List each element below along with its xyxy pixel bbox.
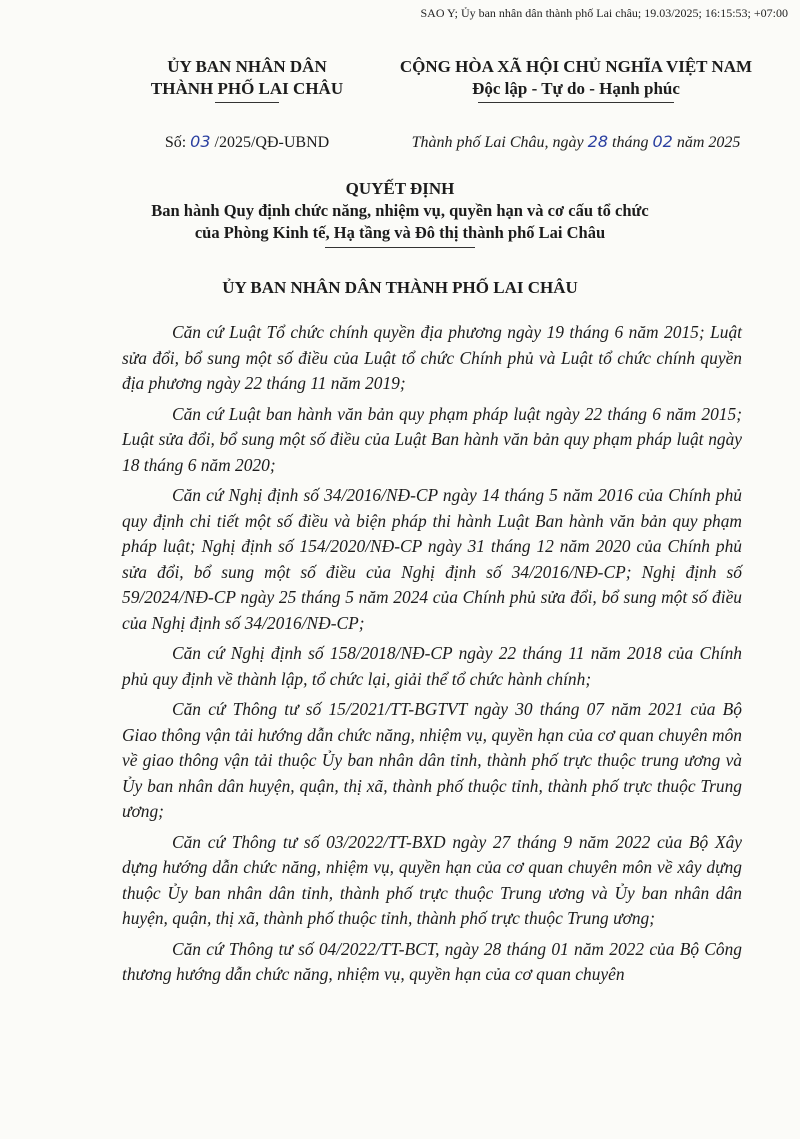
number-suffix: /2025/QĐ-UBND	[210, 134, 330, 151]
date-day: 28	[587, 132, 608, 151]
number-prefix: Số:	[164, 134, 191, 151]
paragraph: Căn cứ Luật ban hành văn bản quy phạm pháp luật ngày 22 tháng 6 năm 2015; Luật sửa đổi, bổ sung một số điều của Luật Ban hành văn bản quy phạm pháp luật ngày 18 tháng 6 năm 2020;	[122, 403, 742, 475]
paragraph: Căn cứ Luật Tổ chức chính quyền địa phương ngày 19 tháng 6 năm 2015; Luật sửa đổi, bổ sung một số điều của Luật tổ chức Chính phủ và Luật tổ chức chính quyền địa phương ngày 22 tháng 11 năm 2019;	[122, 322, 742, 393]
national-block	[372, 56, 780, 103]
doc-type: QUYẾT ĐỊNH	[345, 179, 455, 198]
date-prefix: Thành phố Lai Châu, ngày	[411, 134, 588, 151]
number-handwritten: 03	[190, 132, 211, 151]
paragraph: Căn cứ Nghị định số 34/2016/NĐ-CP ngày 14 tháng 5 năm 2016 của Chính phủ quy định chi tiết một số điều và biện pháp thi hành Luật Ban hành văn bản quy phạm pháp luật; Nghị định số 154/2020/NĐ-CP ngày 31 tháng 12 năm 2020 của Chính phủ sửa đổi, bổ sung một số điều của Nghị định số 34/2016/NĐ-CP; Nghị định số 59/2024/NĐ-CP ngày 25 tháng 5 năm 2024 của Chính phủ sửa đổi, bổ sung một số điều của Nghị định số 34/2016/NĐ-CP;	[122, 485, 742, 633]
document-date	[372, 132, 780, 152]
title-underline	[325, 247, 475, 248]
digital-copy-stamp: SAO Y; Ủy ban nhân dân thành phố Lai châu; 19.03/2025; 16:15:53; +07:00	[420, 6, 788, 20]
paragraph: Căn cứ Thông tư số 15/2021/TT-BGTVT ngày 30 tháng 07 năm 2021 của Bộ Giao thông vận tải hướng dẫn chức năng, nhiệm vụ, quyền hạn của cơ quan chuyên môn về giao thông vận tải thuộc Ủy ban nhân dân tỉnh, thành phố trực thuộc trung ương và Ủy ban nhân dân huyện, quận, thị xã, thành phố thuộc tỉnh, thành phố trực thuộc Trung ương;	[122, 699, 742, 821]
date-month-label: tháng	[608, 134, 653, 151]
paragraph: Căn cứ Nghị định số 158/2018/NĐ-CP ngày 22 tháng 11 năm 2018 của Chính phủ quy định về thành lập, tổ chức lại, giải thể tổ chức hành chính;	[122, 643, 742, 689]
national-motto: Độc lập - Tự do - Hạnh phúc	[472, 79, 680, 98]
subject-line-2: của Phòng Kinh tế, Hạ tầng và Đô thị thành phố Lai Châu	[194, 223, 606, 242]
issuer-underline	[215, 102, 279, 103]
issuer-line-1: ỦY BAN NHÂN DÂN	[167, 57, 327, 76]
national-title: CỘNG HÒA XÃ HỘI CHỦ NGHĨA VIỆT NAM	[399, 57, 753, 76]
issuing-authority: ỦY BAN NHÂN DÂN THÀNH PHỐ LAI CHÂU	[222, 278, 578, 297]
paragraph: Căn cứ Thông tư số 04/2022/TT-BCT, ngày 28 tháng 01 năm 2022 của Bộ Công thương hướng dẫn chức năng, nhiệm vụ, quyền hạn của cơ quan chuyên	[122, 938, 742, 984]
motto-underline	[478, 102, 674, 103]
date-month: 02	[652, 132, 673, 151]
document-header	[0, 56, 800, 166]
issuer-line-2: THÀNH PHỐ LAI CHÂU	[150, 79, 344, 98]
document-title	[0, 178, 800, 248]
document-number	[128, 132, 366, 152]
paragraph: Căn cứ Thông tư số 03/2022/TT-BXD ngày 27 tháng 9 năm 2022 của Bộ Xây dựng hướng dẫn chức năng, nhiệm vụ, quyền hạn của cơ quan chuyên môn về xây dựng thuộc Ủy ban nhân dân tỉnh, thành phố trực thuộc Trung ương và Ủy ban nhân dân huyện, quận, thị xã, thành phố thuộc tỉnh, thành phố trực thuộc Trung ương;	[122, 831, 742, 928]
subject-line-1: Ban hành Quy định chức năng, nhiệm vụ, quyền hạn và cơ cấu tổ chức	[151, 201, 649, 220]
date-suffix: năm 2025	[672, 134, 741, 151]
issuer-block	[128, 56, 366, 103]
legal-basis	[122, 320, 742, 993]
